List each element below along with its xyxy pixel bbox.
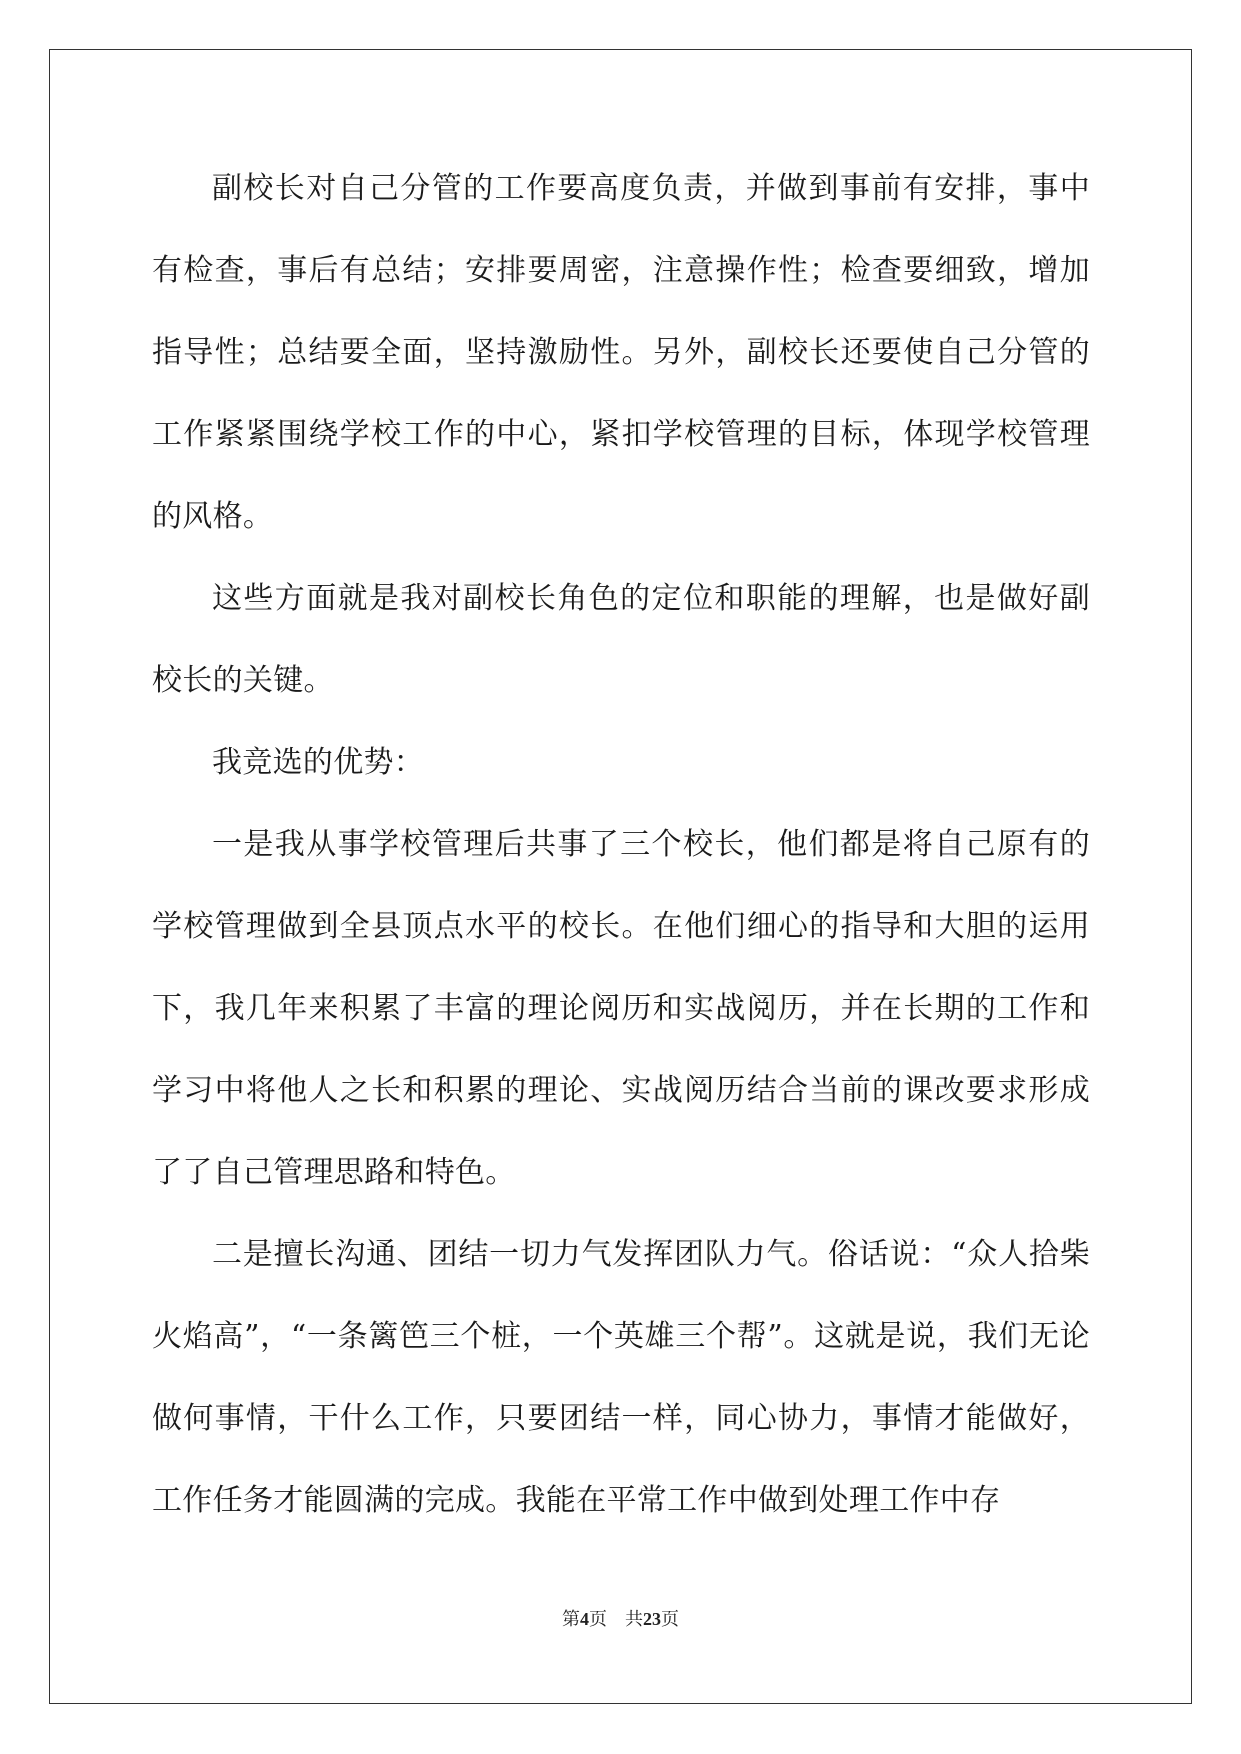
total-page-count: 23 xyxy=(643,1609,661,1629)
page-suffix: 页 xyxy=(589,1609,607,1629)
total-pages-label xyxy=(625,1609,679,1629)
paragraph: 二是擅长沟通、团结一切力气发挥团队力气。俗话说：“众人拾柴火焰高”，“一条篱笆三个桩，一个英雄三个帮”。这就是说，我们无论做何事情，干什么工作，只要团结一样，同心协力，事情才能做好，工作任务才能圆满的完成。我能在平常工作中做到处理工作中存 xyxy=(152,1237,1090,1518)
page-number-label xyxy=(562,1609,607,1629)
paragraph: 这些方面就是我对副校长角色的定位和职能的理解，也是做好副校长的关键。 xyxy=(152,581,1090,698)
document-body xyxy=(152,148,1090,1542)
paragraph: 一是我从事学校管理后共事了三个校长，他们都是将自己原有的学校管理做到全县顶点水平的校长。在他们细心的指导和大胆的运用下，我几年来积累了丰富的理论阅历和实战阅历，并在长期的工作和学习中将他人之长和积累的理论、实战阅历结合当前的课改要求形成了了自己管理思路和特色。 xyxy=(152,827,1090,1190)
total-prefix: 共 xyxy=(625,1609,643,1629)
paragraph: 我竞选的优势： xyxy=(212,745,425,780)
page-footer xyxy=(0,1605,1241,1631)
page-prefix: 第 xyxy=(562,1609,580,1629)
total-suffix: 页 xyxy=(661,1609,679,1629)
paragraph: 副校长对自己分管的工作要高度负责，并做到事前有安排，事中有检查，事后有总结；安排要周密，注意操作性；检查要细致，增加指导性；总结要全面，坚持激励性。另外，副校长还要使自己分管的工作紧紧围绕学校工作的中心，紧扣学校管理的目标，体现学校管理的风格。 xyxy=(152,171,1090,534)
current-page-number: 4 xyxy=(580,1609,589,1629)
